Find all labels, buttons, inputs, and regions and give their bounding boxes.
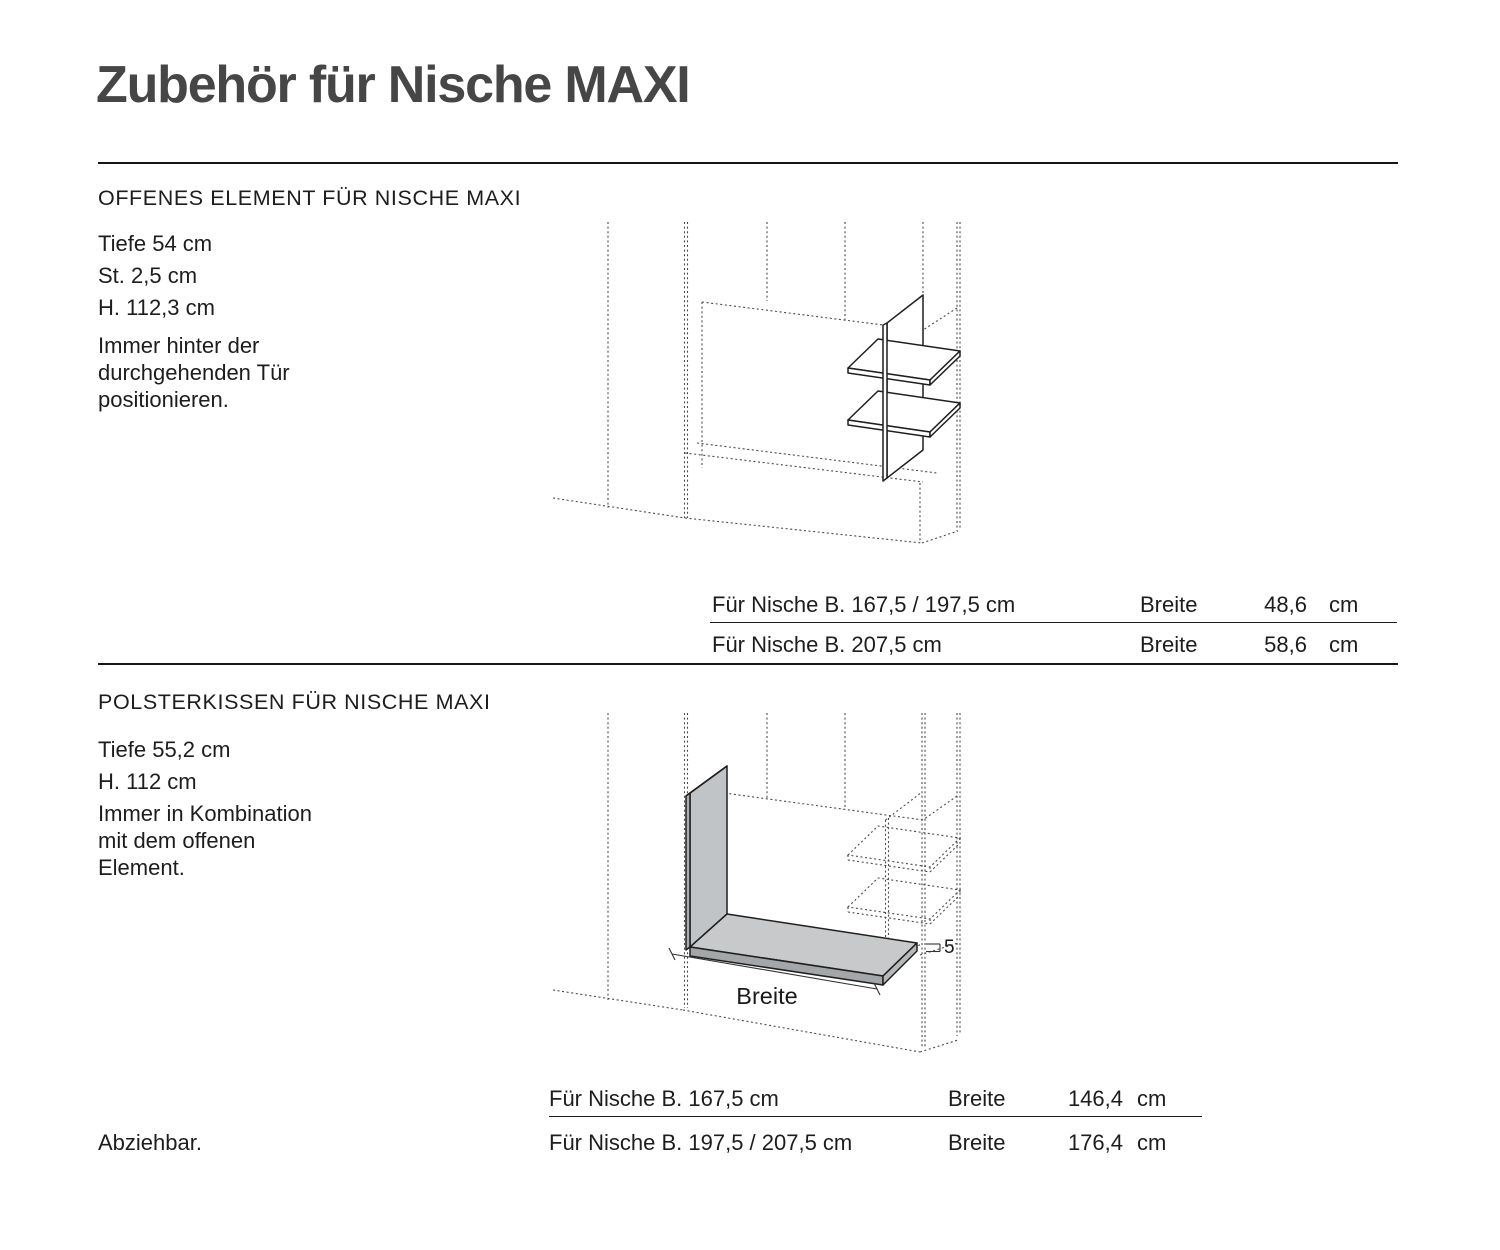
shelf-lower	[848, 391, 960, 437]
note-line: Immer in Kombination	[98, 801, 312, 826]
table2-row1-label: Für Nische B. 167,5 cm	[549, 1086, 779, 1111]
thickness-dimension	[926, 944, 940, 952]
section1-heading: OFFENES ELEMENT FÜR NISCHE MAXI	[98, 186, 522, 210]
thickness-dimension-label: 5	[944, 937, 955, 958]
table1-row2-label: Für Nische B. 207,5 cm	[712, 632, 942, 657]
section1-note	[98, 332, 290, 413]
shelf-divider-front-edge	[883, 323, 887, 481]
note-line: durchgehenden Tür	[98, 360, 290, 385]
note-line: mit dem offenen	[98, 828, 256, 853]
table1-row1-unit: cm	[1329, 592, 1359, 617]
shelf-element	[848, 295, 960, 481]
table2-row-divider	[549, 1116, 1202, 1117]
spec-height: H. 112 cm	[98, 769, 197, 794]
section2-heading: POLSTERKISSEN FÜR NISCHE MAXI	[98, 690, 491, 714]
shelf-divider-side-face	[887, 295, 923, 478]
table1-row2-dim: Breite	[1140, 632, 1198, 657]
spec-depth: Tiefe 54 cm	[98, 231, 213, 256]
table2-row1-dim: Breite	[948, 1086, 1006, 1111]
table1-row-divider	[710, 622, 1397, 623]
page-title: Zubehör für Nische MAXI	[96, 56, 690, 114]
table2-row1-unit: cm	[1137, 1086, 1167, 1111]
table1-row1-value: 48,6	[1264, 592, 1307, 617]
table1-row2-value: 58,6	[1264, 632, 1307, 657]
technical-drawing-cushion	[540, 705, 980, 1067]
spec-height: H. 112,3 cm	[98, 295, 215, 320]
section2-note	[98, 800, 312, 881]
note-line: Element.	[98, 855, 185, 880]
table2-row2-value: 176,4	[1067, 1130, 1123, 1155]
table2-row2-label: Für Nische B. 197,5 / 207,5 cm	[549, 1130, 853, 1155]
section2-specs	[98, 734, 230, 798]
top-rule	[98, 162, 1398, 164]
width-dimension-label: Breite	[736, 983, 798, 1009]
shelf-upper	[848, 339, 960, 385]
table2-row1-value: 146,4	[1067, 1086, 1123, 1111]
table1-row2-unit: cm	[1329, 632, 1359, 657]
note-line: Immer hinter der	[98, 333, 260, 358]
spec-thickness: St. 2,5 cm	[98, 263, 198, 288]
technical-drawing-open-element	[540, 215, 980, 565]
table1-row1-dim: Breite	[1140, 592, 1198, 617]
section-divider-rule	[98, 663, 1398, 665]
note-line: positionieren.	[98, 387, 229, 412]
table2-row2-dim: Breite	[948, 1130, 1006, 1155]
spec-depth: Tiefe 55,2 cm	[98, 737, 231, 762]
section1-specs	[98, 228, 215, 324]
cushion-back-front-edge	[686, 793, 690, 950]
table1-row1-label: Für Nische B. 167,5 / 197,5 cm	[712, 592, 1016, 617]
footnote-abziehbar: Abziehbar.	[98, 1130, 202, 1155]
cushion-element	[686, 766, 917, 985]
table2-row2-unit: cm	[1137, 1130, 1167, 1155]
